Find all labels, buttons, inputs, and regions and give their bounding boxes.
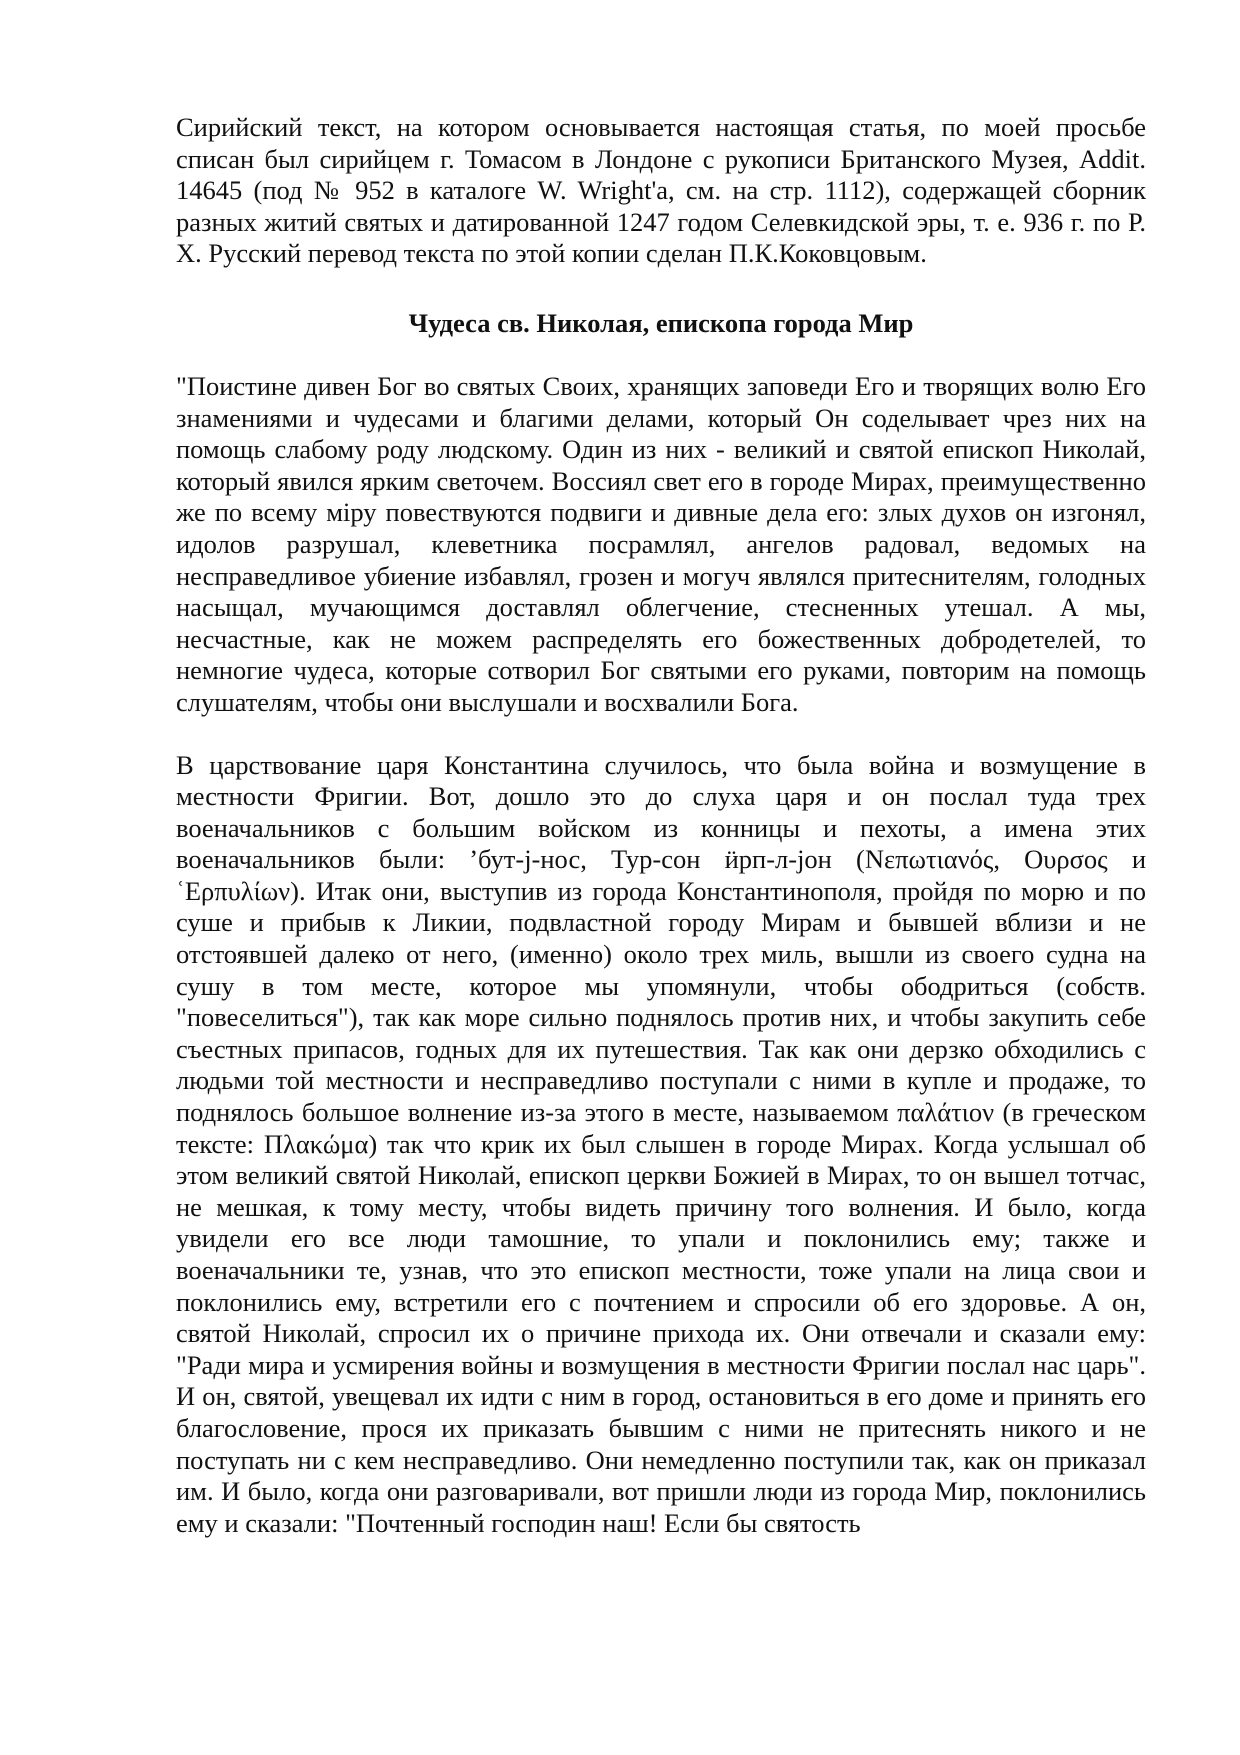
body-paragraph-1: "Поистине дивен Бог во святых Своих, хранящих заповеди Его и творящих волю Его знамениями и чудесами и благими делами, который Он соделывает чрез них на помощь слабому роду людскому. Один из них - великий и святой епископ Николай, который явился ярким светочем. Воссиял свет его в городе Мирах, преимущественно же по всему міру повествуются подвиги и дивные дела его: злых духов он изгонял, идолов разрушал, клеветника посрамлял, ангелов радовал, ведомых на несправедливое убиение избавлял, грозен и могуч являлся притеснителям, голодных насыщал, мучающимся доставлял облегчение, стесненных утешал. А мы, несчастные, как не можем распределять его божественных добродетелей, то немногие чудеса, которые сотворил Бог святыми его руками, повторим на помощь слушателям, чтобы они выслушали и восхвалили Бога. [176,370,1146,717]
document-page [176,112,1146,1539]
paragraph-spacer [176,719,1146,750]
body-paragraph-2: В царствование царя Константина случилось, что была война и возмущение в местности Фригии. Вот, дошло это до слуха царя и он послал туда трех военачальников с большим войском из конницы и пехоты, а имена этих военачальников были: ’бут-j-нос, Тур-сон ӥрп-л-jон (Νεπωτιανός, Ουρσος и ʿΕρπυλίων). Итак они, выступив из города Константинополя, пройдя по морю и по суше и прибыв к Ликии, подвластной городу Мирам и бывшей вблизи и не отстоявшей далеко от него, (именно) около трех миль, вышли из своего судна на сушу в том месте, которое мы упомянули, чтобы ободриться (собств. "повеселиться"), так как море сильно поднялось против них, и чтобы закупить себе съестных припасов, годных для их путешествия. Так как они дерзко обходились с людьми той местности и несправедливо поступали с ними в купле и продаже, то поднялось большое волнение из-за этого в месте, называемом παλάτιον (в греческом тексте: Πλακώμα) так что крик их был слышен в городе Мирах. Когда услышал об этом великий святой Николай, епископ церкви Божией в Мирах, то он вышел тотчас, не мешкая, к тому месту, чтобы видеть причину того волнения. И было, когда увидели его все люди тамошние, то упали и поклонились ему; также и военачальники те, узнав, что это епископ местности, тоже упали на лица свои и поклонились ему, встретили его с почтением и спросили об его здоровье. А он, святой Николай, спросил их о причине прихода их. Они отвечали и сказали ему: "Ради мира и усмирения войны и возмущения в местности Фригии послал нас царь". И он, святой, увещевал их идти с ним в город, остановиться в его доме и принять его благословение, прося их приказать бывшим с ними не притеснять никого и не поступать ни с кем несправедливо. Они немедленно поступили так, как он приказал им. И было, когда они разговаривали, вот пришли люди из города Мир, поклонились ему и сказали: "Почтенный господин наш! Если бы святость [176,749,1146,1538]
page-title: Чудеса св. Николая, епископа города Мир [408,307,914,338]
intro-paragraph: Сирийский текст, на котором основывается настоящая статья, по моей просьбе списан был сирийцем г. Томасом в Лондоне с рукописи Британского Музея, Addit. 14645 (под № 952 в каталоге W. Wright'a, см. на стр. 1112), содержащей сборник разных житий святых и датированной 1247 годом Селевкидской эры, т. е. 936 г. по Р. Х. Русский перевод текста по этой копии сделан П.К.Коковцовым. [176,112,1146,269]
